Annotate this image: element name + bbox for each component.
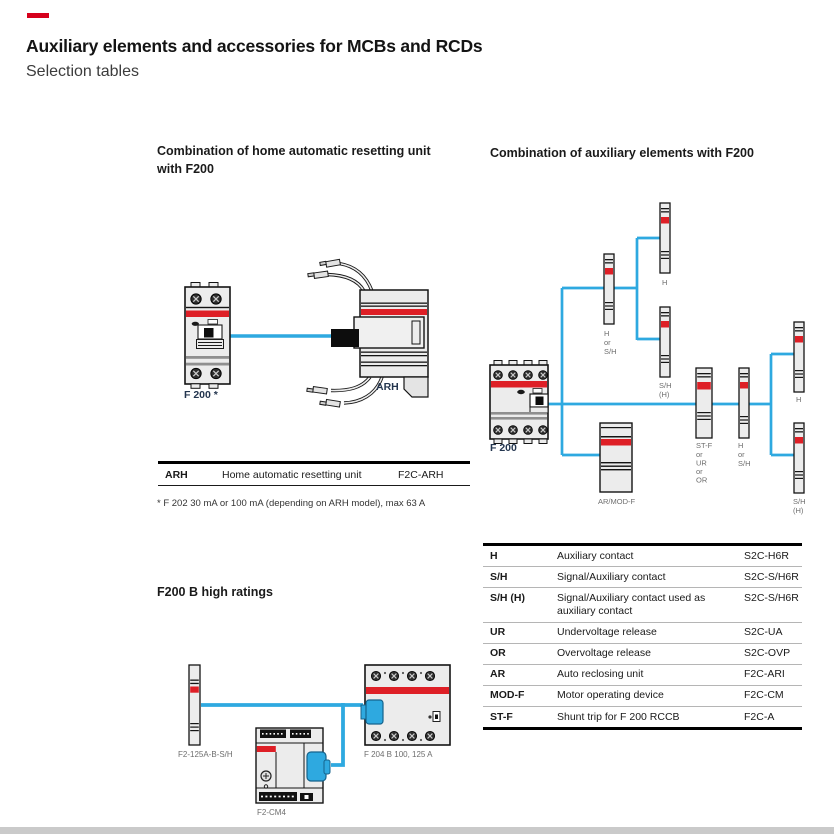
page-title: Auxiliary elements and accessories for MCBs and RCDs — [26, 36, 483, 56]
arh-wires-top — [308, 259, 372, 291]
armodf-label: AR/MOD-F — [598, 497, 636, 506]
svg-text:S/H: S/H — [738, 459, 751, 468]
aux-device-h-or-sh-2 — [739, 368, 749, 438]
desc-cell: Signal/Auxiliary contact used as auxiliary contact — [550, 588, 737, 622]
code-cell: S2C-S/H6R — [737, 588, 802, 622]
label-stf — [696, 441, 713, 485]
arh-selection-table — [158, 461, 470, 486]
desc-cell: Undervoltage release — [550, 622, 737, 643]
armodf-device — [600, 423, 632, 492]
svg-text:S/H: S/H — [604, 347, 617, 356]
aux-combination-diagram — [480, 180, 834, 530]
page-subtitle: Selection tables — [26, 63, 139, 80]
f2-125a-device — [189, 665, 200, 745]
right-section-heading: Combination of auxiliary elements with F200 — [490, 146, 754, 160]
svg-text:(H): (H) — [793, 506, 804, 515]
cm4-connector-tab — [324, 760, 330, 774]
arh-flap — [404, 377, 428, 397]
svg-text:S/H: S/H — [793, 497, 806, 506]
label-h-or-sh-1 — [604, 329, 617, 356]
f2-125a-label: F2-125A-B-S/H — [178, 750, 233, 759]
arh-device — [307, 259, 428, 407]
term-cell: ST-F — [483, 707, 550, 729]
desc-cell: Motor operating device — [550, 685, 737, 706]
svg-text:S/H: S/H — [659, 381, 672, 390]
svg-text:H: H — [604, 329, 610, 338]
svg-text:H: H — [738, 441, 744, 450]
f204b-label: F 204 B 100, 125 A — [364, 750, 433, 759]
term-cell: S/H (H) — [483, 588, 550, 622]
term-cell: AR — [483, 664, 550, 685]
table-row — [483, 588, 802, 622]
accent-dash — [27, 13, 49, 18]
label-sh-h-right — [793, 497, 806, 515]
arh-wires-bottom — [307, 377, 382, 407]
f204-connector — [366, 700, 383, 724]
svg-text:or: or — [696, 450, 703, 459]
aux-device-stf — [696, 368, 712, 438]
code-cell: S2C-S/H6R — [737, 567, 802, 588]
desc-cell: Shunt trip for F 200 RCCB — [550, 707, 737, 729]
arh-label: ARH — [376, 381, 399, 393]
arh-footnote: * F 202 30 mA or 100 mA (depending on ARH model), max 63 A — [157, 498, 426, 509]
svg-text:ST-F: ST-F — [696, 441, 713, 450]
term-cell: UR — [483, 622, 550, 643]
f200-star-label: F 200 * — [184, 389, 218, 401]
table-row — [483, 685, 802, 706]
f200-2pole-device — [185, 283, 230, 389]
f200b-diagram — [150, 655, 470, 830]
table-row — [483, 643, 802, 664]
f204b-device — [361, 665, 450, 745]
arh-code-cell: F2C-ARH — [398, 469, 444, 481]
page-bottom-bar — [0, 827, 834, 834]
f2-cm4-device — [256, 728, 330, 803]
table-row — [158, 464, 470, 485]
aux-selection-table — [483, 543, 802, 730]
f200-label: F 200 — [490, 442, 517, 454]
aux-device-h-right — [794, 322, 804, 392]
f2-cm4-label: F2-CM4 — [257, 808, 286, 817]
table-row — [483, 664, 802, 685]
aux-device-sh-h-right — [794, 423, 804, 493]
left-section-heading: Combination of home automatic resetting unit with F200 — [157, 144, 431, 177]
svg-text:OR: OR — [696, 475, 708, 485]
b-ratings-heading: F200 B high ratings — [157, 585, 273, 599]
wire-tree — [548, 238, 795, 455]
table-row — [483, 567, 802, 588]
code-cell: S2C-H6R — [737, 545, 802, 567]
table-row — [483, 622, 802, 643]
desc-cell: Signal/Auxiliary contact — [550, 567, 737, 588]
code-cell: F2C-A — [737, 707, 802, 729]
label-h-top: H — [662, 278, 668, 287]
label-sh-h-mid — [659, 381, 672, 399]
aux-device-h-top — [660, 203, 670, 273]
term-cell: MOD-F — [483, 685, 550, 706]
aux-device-sh-h-mid — [660, 307, 670, 377]
arh-desc-cell: Home automatic resetting unit — [222, 469, 362, 481]
code-cell: S2C-OVP — [737, 643, 802, 664]
arh-term-cell: ARH — [165, 469, 188, 481]
aux-device-h-or-sh-1 — [604, 254, 614, 324]
code-cell: S2C-UA — [737, 622, 802, 643]
arh-combination-diagram — [155, 240, 470, 425]
svg-text:or: or — [604, 338, 611, 347]
term-cell: H — [483, 545, 550, 567]
term-cell: S/H — [483, 567, 550, 588]
code-cell: F2C-ARI — [737, 664, 802, 685]
svg-text:(H): (H) — [659, 390, 670, 399]
term-cell: OR — [483, 643, 550, 664]
code-cell: F2C-CM — [737, 685, 802, 706]
desc-cell: Auto reclosing unit — [550, 664, 737, 685]
f200-4pole-device — [490, 361, 548, 444]
svg-text:or: or — [738, 450, 745, 459]
table-row — [483, 707, 802, 729]
table-row — [483, 545, 802, 567]
label-h-right: H — [796, 395, 802, 404]
desc-cell: Overvoltage release — [550, 643, 737, 664]
label-h-or-sh-2 — [738, 441, 751, 468]
cm4-connector — [307, 752, 326, 781]
svg-text:UR: UR — [696, 458, 707, 468]
svg-text:or: or — [696, 467, 703, 476]
desc-cell: Auxiliary contact — [550, 545, 737, 567]
